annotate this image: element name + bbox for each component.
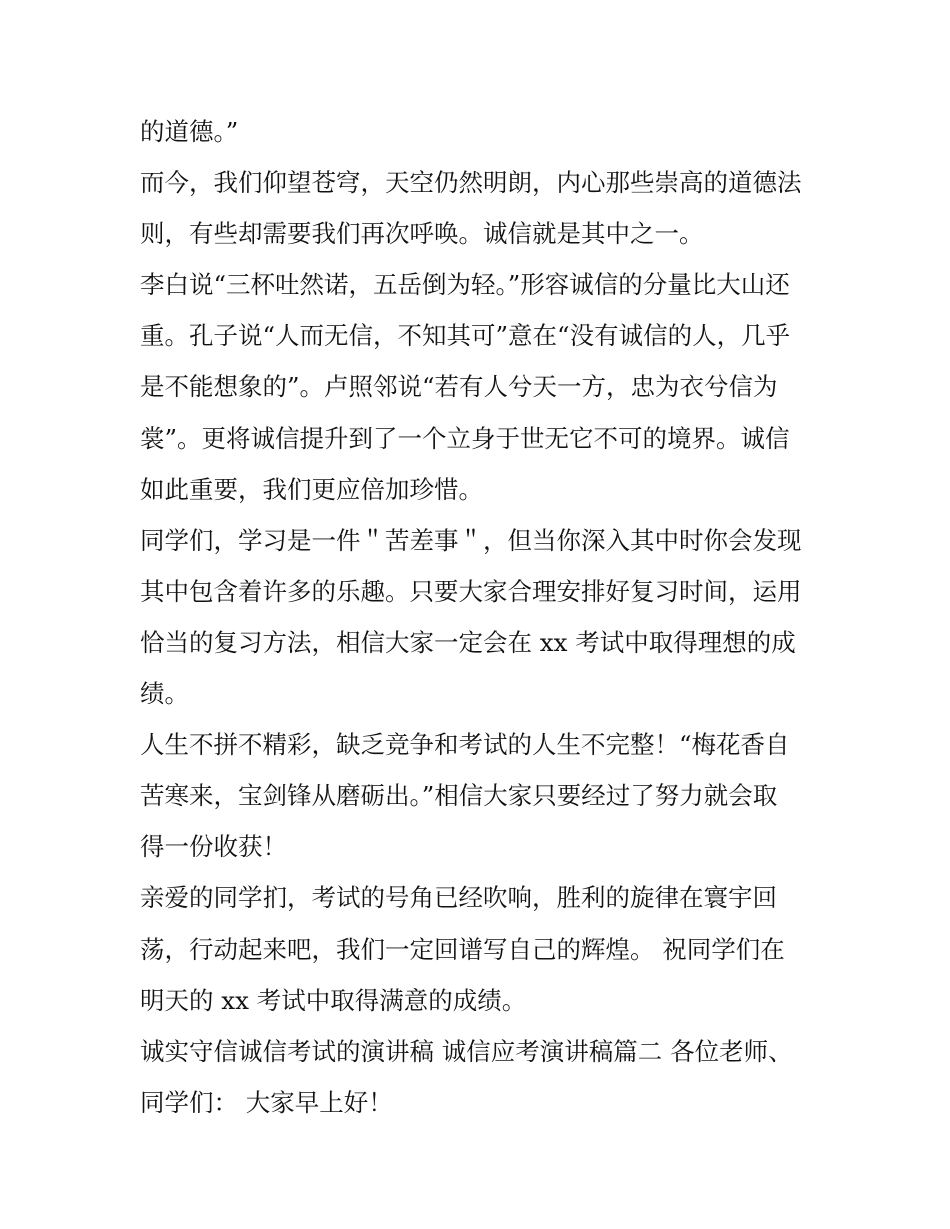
text-line: 同学们： 大家早上好！: [140, 1087, 393, 1117]
text-line: 的道德。”: [140, 117, 239, 146]
text-line: 其中包含着许多的乐趣。只要大家合理安排好复习时间，运用: [140, 576, 802, 606]
text-line: 荡，行动起来吧，我们一定回谱写自己的辉煌。 祝同学们在: [140, 934, 785, 964]
text-line: 人生不拼不精彩，缺乏竞争和考试的人生不完整！“梅花香自: [140, 730, 790, 760]
text-line: 得一份收获！: [140, 832, 287, 862]
text-line: 恰当的复习方法，相信大家一定会在 xx 考试中取得理想的成: [140, 627, 796, 657]
text-line: 同学们，学习是一件＂苦差事＂，但当你深入其中时你会发现: [140, 525, 802, 555]
text-line: 重。孔子说“人而无信，不知其可”意在“没有诚信的人，几乎: [140, 321, 791, 351]
text-line: 苦寒来，宝剑锋从磨砺出。”相信大家只要经过了努力就会取: [140, 781, 778, 811]
text-line: 而今，我们仰望苍穹，天空仍然明朗，内心那些崇高的道德法: [140, 168, 802, 198]
body-text: [140, 106, 820, 1128]
text-line: 则，有些却需要我们再次呼唤。诚信就是其中之一。: [140, 219, 704, 249]
text-line: 诚实守信诚信考试的演讲稿 诚信应考演讲稿篇二 各位老师、: [140, 1036, 793, 1066]
text-line: 李白说“三杯吐然诺，五岳倒为轻。”形容诚信的分量比大山还: [140, 270, 790, 300]
text-line: 是不能想象的”。卢照邻说“若有人兮天一方，忠为衣兮信为: [140, 372, 778, 402]
text-line: 亲爱的同学扪，考试的号角已经吹响，胜利的旋律在寰宇回: [140, 883, 777, 913]
text-line: 绩。: [140, 679, 189, 709]
text-line: 裳”。更将诚信提升到了一个立身于世无它不可的境界。诚信: [140, 423, 790, 453]
text-line: 明天的 xx 考试中取得满意的成绩。: [140, 985, 527, 1015]
text-line: 如此重要，我们更应倍加珍惜。: [140, 474, 483, 504]
